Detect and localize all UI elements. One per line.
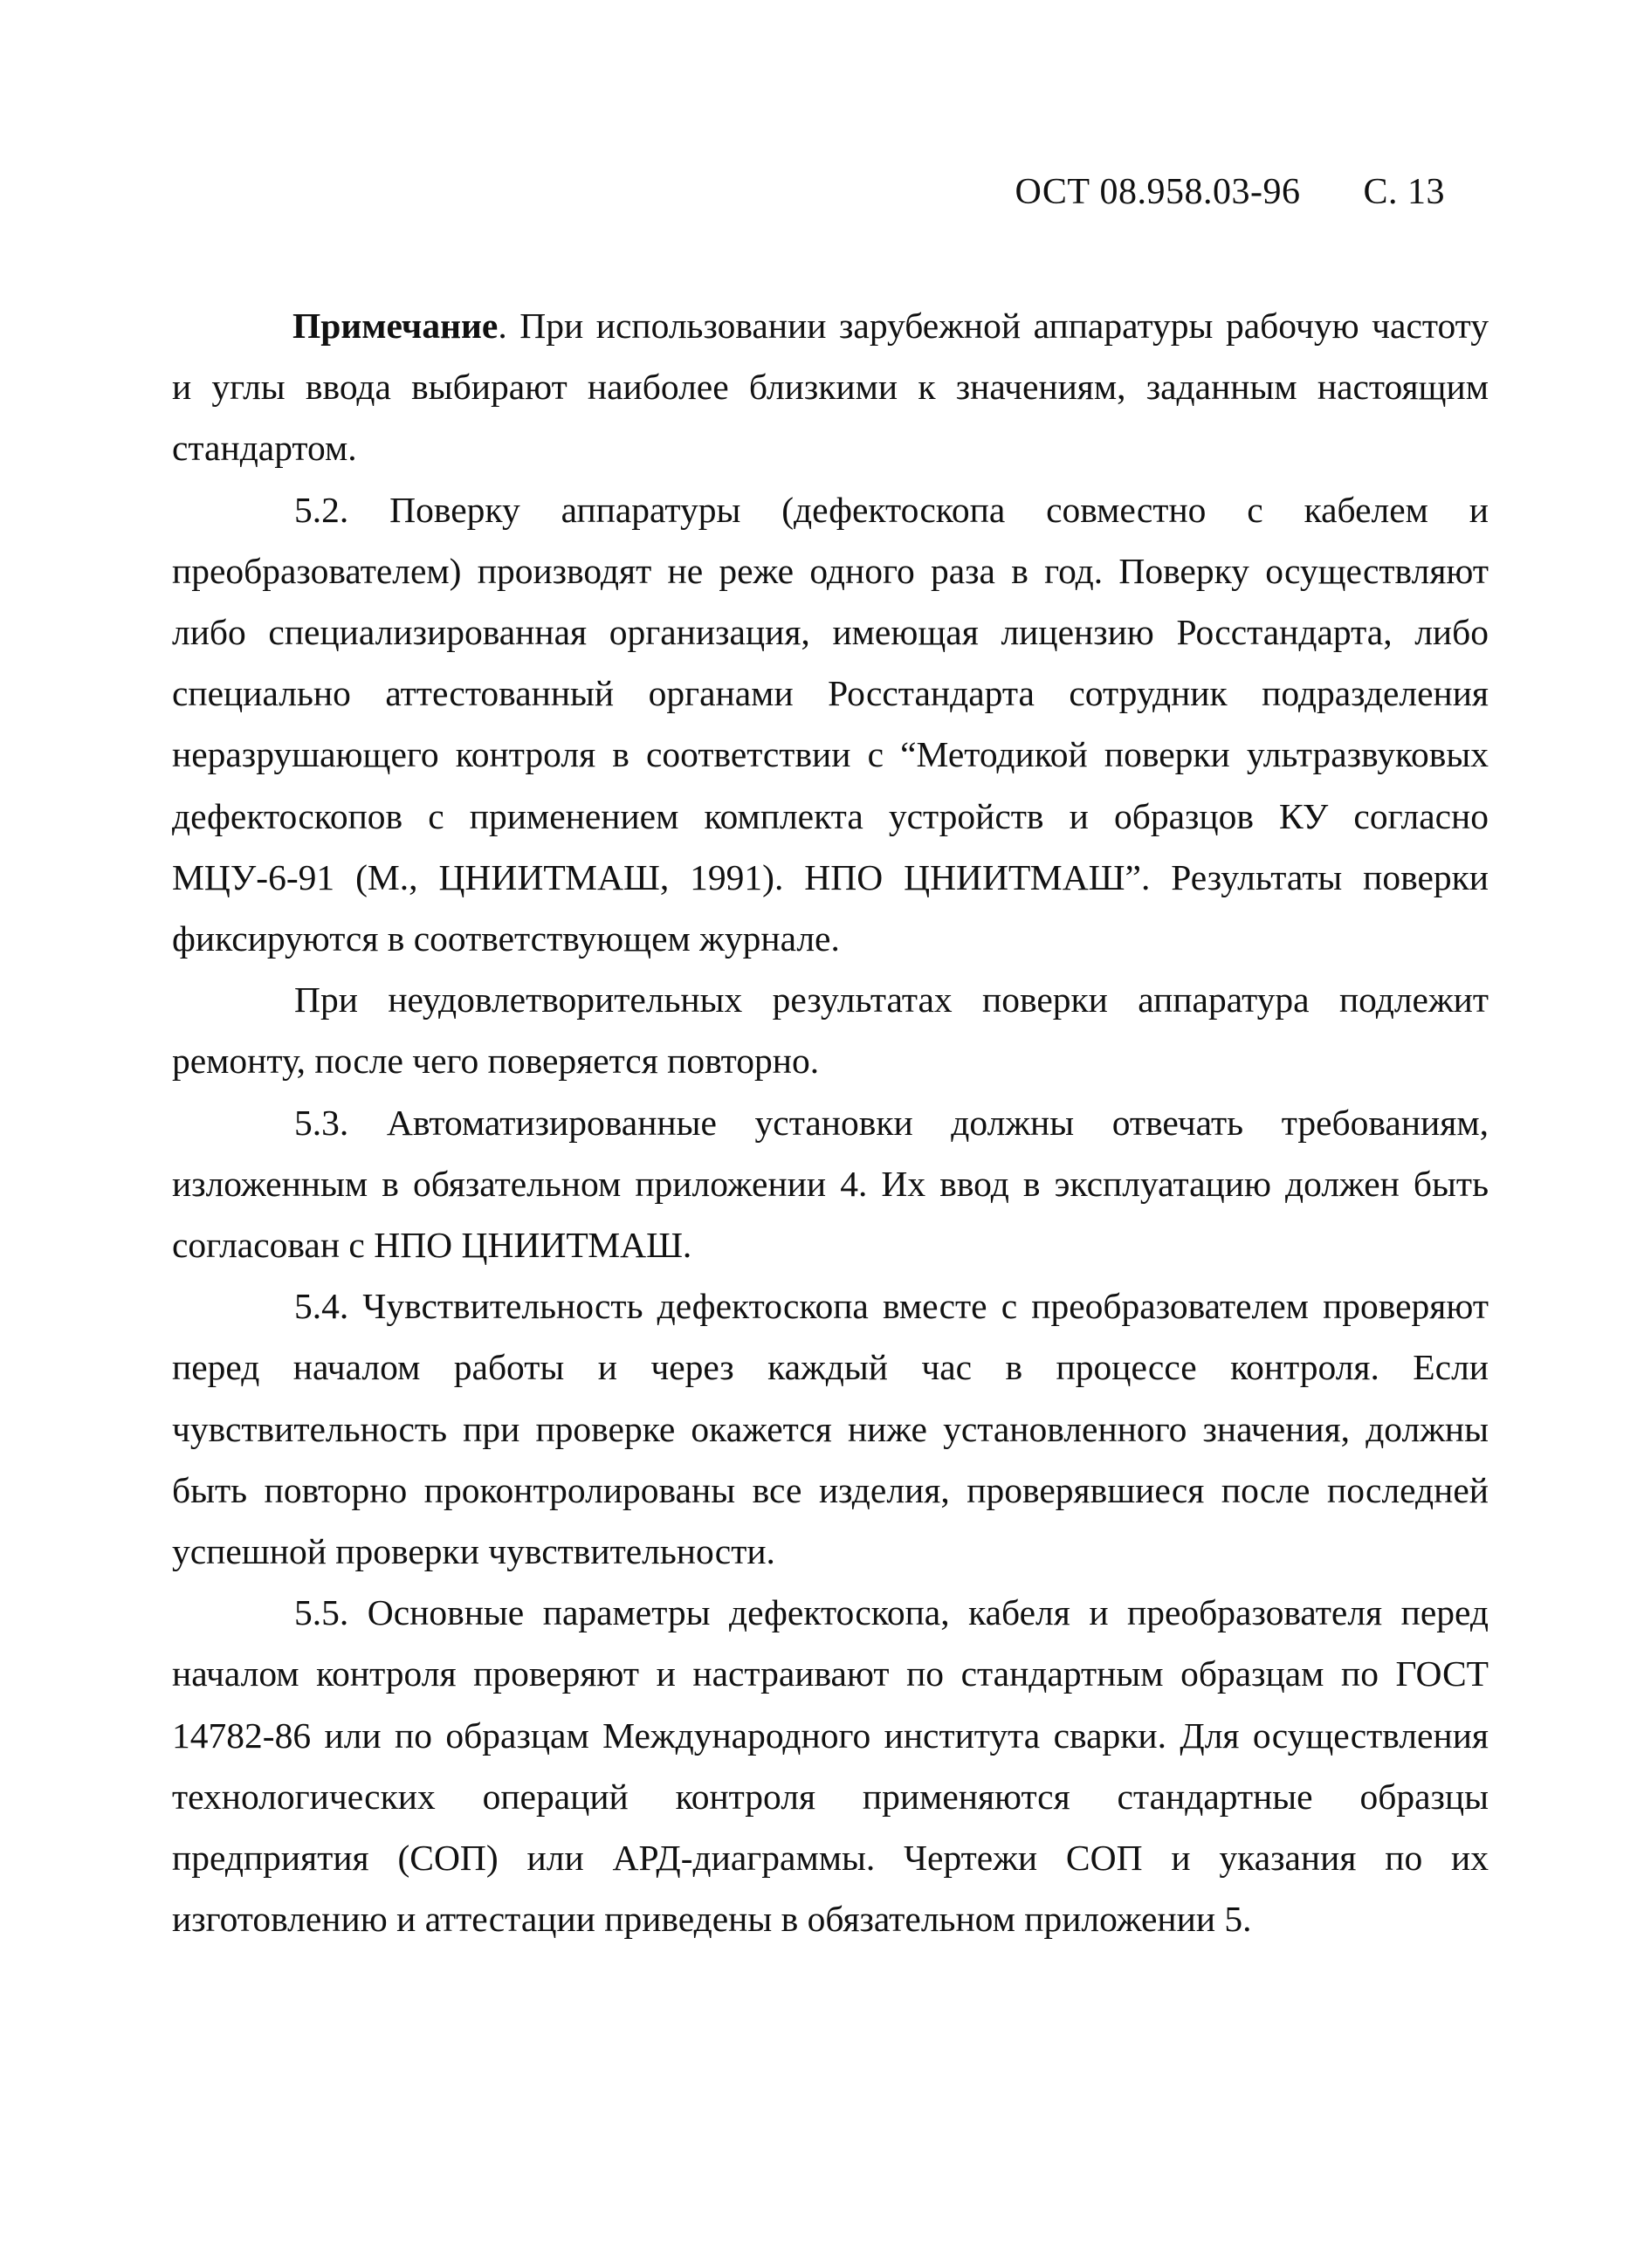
document-body — [172, 295, 1489, 1949]
paragraph-5-2: 5.2. Поверку аппаратуры (дефектоскопа совместно с кабелем и преобразователем) производят не реже одного раза в год. Поверку осуществляют либо специализированная организация, имеющая лицензию Росстандарта, либо специально аттестованный органами Росстандарта сотрудник подразделения неразрушающего контроля в соответствии с “Методикой поверки ультразвуковых дефектоскопов с применением комплекта устройств и образцов КУ согласно МЦУ-6-91 (М., ЦНИИТМАШ, 1991). НПО ЦНИИТМАШ”. Результаты поверки фиксируются в соответствующем журнале. — [172, 489, 1489, 959]
paragraph-5-2-continued: При неудовлетворительных результатах поверки аппаратура подлежит ремонту, после чего поверяется повторно. — [172, 979, 1489, 1082]
note-text: . При использовании зарубежной аппаратуры рабочую частоту и углы ввода выбирают наиболее близкими к значениям, заданным настоящим стандартом. — [172, 306, 1489, 469]
standard-code: ОСТ 08.958.03-96 — [1015, 172, 1301, 212]
paragraph-5-3: 5.3. Автоматизированные установки должны отвечать требованиям, изложенным в обязательном приложении 4. Их ввод в эксплуатацию должен быть согласован с НПО ЦНИИТМАШ. — [172, 1102, 1489, 1266]
note-paragraph — [172, 295, 1489, 479]
paragraph-5-4: 5.4. Чувствительность дефектоскопа вместе с преобразователем проверяют перед началом работы и через каждый час в процессе контроля. Если чувствительность при проверке окажется ниже установленного значения, должны быть повторно проконтролированы все изделия, проверявшиеся после последней успешной проверки чувствительности. — [172, 1286, 1489, 1572]
page-header — [1015, 171, 1445, 213]
paragraph-5-5: 5.5. Основные параметры дефектоскопа, кабеля и преобразователя перед началом контроля проверяют и настраивают по стандартным образцам по ГОСТ 14782-86 или по образцам Международного института сварки. Для осуществления технологических операций контроля применяются стандартные образцы предприятия (СОП) или АРД-диаграммы. Чертежи СОП и указания по их изготовлению и аттестации приведены в обязательном приложении 5. — [172, 1592, 1489, 1940]
page-number: С. 13 — [1363, 172, 1445, 212]
note-label: Примечание — [292, 306, 499, 346]
